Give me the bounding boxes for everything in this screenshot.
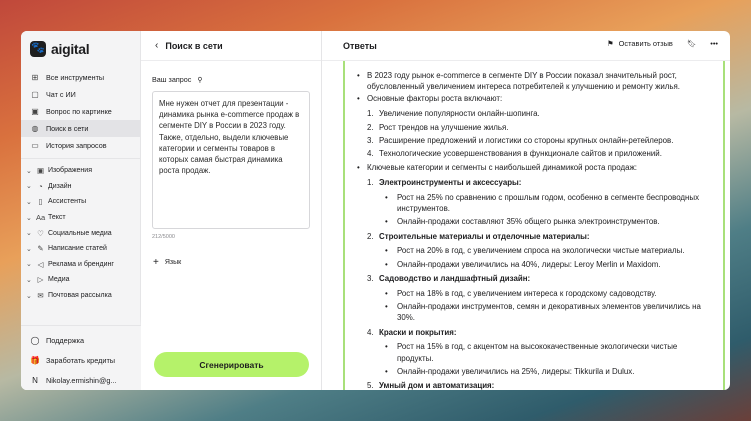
bookmark-icon[interactable]: 🔖︎ — [686, 39, 697, 48]
answers-panel — [322, 31, 730, 390]
list-item: 4. Краски и покрытия: • Рост на 15% в год, с акцентом на высококачественные экологически чистые продукты. • Онлайн-продажи увеличились на 25%, лидеры: Tikkurila и Dulux. — [367, 327, 713, 378]
app-window — [21, 31, 730, 390]
group-articles[interactable] — [21, 241, 140, 257]
answer-text: Расширение предложений и логистики со стороны крупных онлайн-ретейлеров. — [379, 136, 674, 146]
logo[interactable] — [21, 31, 140, 65]
list-item: 1. Увеличение популярности онлайн-шопинга. — [367, 109, 540, 119]
answer-text: Ключевые категории и сегменты с наибольшей динамикой роста продаж: — [367, 162, 637, 172]
avatar: N — [32, 375, 38, 385]
list-item — [355, 162, 713, 390]
group-label: Написание статей — [48, 245, 107, 253]
list-item: 2. Строительные материалы и отделочные материалы: • Рост на 20% в год, с увеличением спроса на экологически чистые материалы. • Онлайн-продажи увеличились на 40%, лидеры: Leroy Merlin и Maxidom. — [367, 231, 713, 270]
grid-icon: ⊞ — [31, 73, 39, 82]
pin-icon[interactable]: ⚲ — [197, 75, 203, 84]
earn-credits-label: Заработать кредиты — [46, 355, 116, 365]
group-label: Дизайн — [48, 182, 72, 190]
answer-text: Увеличение популярности онлайн-шопинга. — [379, 109, 540, 119]
page-title: Поиск в сети — [165, 40, 223, 51]
list-item — [379, 288, 713, 299]
answers-title: Ответы — [343, 40, 377, 51]
sidebar-item-history[interactable] — [21, 137, 140, 154]
plus-icon: + — [153, 257, 159, 268]
user-email: Nikolay.ermishin@g... — [46, 375, 117, 385]
chevron-down-icon: ⌄ — [26, 198, 32, 206]
query-panel-header — [141, 31, 321, 61]
group-label: Медиа — [48, 276, 70, 284]
category-title: Электроинструменты и аксессуары: — [379, 178, 522, 188]
category-title: Краски и покрытия: — [379, 327, 457, 337]
list-item: 1. Электроинструменты и аксессуары: • Рост на 25% по сравнению с прошлым годом, особенно в сегменте беспроводных инструментов. • Онлайн-продажи составляют 35% общего рынка электроинструментов. — [367, 177, 713, 228]
list-item — [355, 93, 713, 160]
answer-text: Технологические усовершенствования в функционале сайтов и приложений. — [379, 149, 662, 159]
list-item — [379, 366, 713, 377]
list-item: 3. Расширение предложений и логистики со стороны крупных онлайн-ретейлеров. — [367, 136, 674, 146]
group-social-media[interactable] — [21, 225, 140, 241]
sidebar-item-label: Чат с ИИ — [46, 90, 76, 99]
sidebar-item-image-question[interactable] — [21, 103, 140, 120]
group-label: Изображения — [48, 167, 92, 175]
support-label: Поддержка — [46, 335, 85, 345]
sidebar-item-label: История запросов — [46, 141, 107, 150]
chevron-down-icon: ⌄ — [26, 230, 32, 238]
assistant-icon: ▯ — [38, 197, 43, 207]
category-groups — [21, 158, 140, 303]
chevron-down-icon: ⌄ — [26, 276, 32, 284]
answer-text: Онлайн-продажи инструментов, семян и декоративных элементов увеличились на 30%. — [397, 301, 701, 323]
list-item — [379, 301, 713, 324]
sidebar-item-ai-chat[interactable] — [21, 86, 140, 103]
earn-credits-link[interactable] — [21, 350, 141, 370]
group-advertising[interactable] — [21, 257, 140, 273]
heart-icon: ♡ — [37, 228, 44, 238]
list-item: 3. Садоводство и ландшафтный дизайн: • Рост на 18% в год, с увеличением интереса к городскому садоводству. • Онлайн-продажи инструментов, семян и декоративных элементов увеличились на 30%. — [367, 273, 713, 324]
feedback-button[interactable] — [607, 39, 673, 48]
logo-paw-icon: 🐾 — [30, 41, 46, 57]
list-item — [355, 70, 713, 93]
category-title: Садоводство и ландшафтный дизайн: — [379, 274, 531, 284]
chevron-down-icon: ⌄ — [26, 261, 32, 269]
main-nav — [21, 69, 140, 154]
sidebar-item-label: Вопрос по картинке — [46, 107, 112, 116]
group-media[interactable] — [21, 272, 140, 288]
answer-text: Онлайн-продажи увеличились на 25%, лидеры: Tikkurila и Dulux. — [397, 366, 635, 376]
answer-text: В 2023 году рынок e-commerce в сегменте DIY в России показал значительный рост, обусловленный увеличением интереса потребителей к улучшению и ремонту жилья. — [367, 71, 680, 92]
answer-text: Основные факторы роста включают: — [367, 93, 503, 103]
chat-icon: ▢ — [31, 90, 39, 99]
group-design[interactable] — [21, 179, 140, 195]
image-icon: ▣ — [36, 166, 45, 176]
gift-icon: 🎁 — [30, 355, 40, 365]
category-title: Строительные материалы и отделочные материалы: — [379, 231, 590, 241]
language-label: Язык — [164, 259, 182, 266]
chevron-down-icon: ⌄ — [26, 183, 32, 191]
sidebar-item-label: Все инструменты — [46, 73, 105, 82]
group-images[interactable] — [21, 163, 140, 179]
more-icon[interactable]: ••• — [710, 39, 718, 48]
help-circle-icon: ◯ — [30, 335, 40, 345]
answer-text: Онлайн-продажи увеличились на 40%, лидеры: Leroy Merlin и Maxidom. — [397, 259, 661, 269]
back-chevron-icon[interactable]: ‹ — [155, 40, 159, 51]
chevron-down-icon: ⌄ — [26, 167, 32, 175]
answer-text: Рост на 18% в год, с увеличением интереса к городскому садоводству. — [397, 288, 657, 298]
query-panel — [141, 31, 322, 390]
group-assistants[interactable] — [21, 194, 140, 210]
list-item: 4. Технологические усовершенствования в функционале сайтов и приложений. — [367, 149, 662, 159]
support-link[interactable] — [21, 330, 141, 350]
answer-content — [343, 61, 725, 390]
text-icon: Aa — [36, 213, 46, 223]
group-label: Реклама и брендинг — [48, 260, 114, 268]
category-title: Умный дом и автоматизация: — [379, 381, 495, 390]
generate-button[interactable]: Сгенерировать — [154, 352, 309, 377]
sidebar-footer — [21, 325, 141, 390]
list-item: 2. Рост трендов на улучшение жилья. — [367, 122, 509, 132]
logo-text: aigital — [51, 40, 90, 57]
add-language-button[interactable] — [153, 257, 181, 268]
answer-text: Рост трендов на улучшение жилья. — [379, 122, 509, 132]
list-item — [379, 192, 713, 215]
char-counter: 212/5000 — [152, 234, 175, 240]
chevron-down-icon: ⌄ — [26, 214, 32, 222]
group-label: Текст — [48, 214, 66, 222]
answers-actions — [607, 39, 718, 48]
globe-icon: ◍ — [31, 124, 39, 133]
palette-icon: ◔ — [38, 181, 43, 191]
group-label: Почтовая рассылка — [48, 292, 112, 300]
user-account[interactable] — [21, 370, 141, 390]
answer-text: Онлайн-продажи составляют 35% общего рынка электроинструментов. — [397, 217, 660, 227]
list-item — [379, 245, 713, 256]
chevron-down-icon: ⌄ — [26, 292, 32, 300]
answer-text: Рост на 20% в год, с увеличением спроса на экологически чистые материалы. — [397, 246, 685, 256]
sidebar-item-web-search[interactable] — [21, 120, 140, 137]
image-icon: ▣ — [31, 107, 39, 116]
group-text[interactable] — [21, 210, 140, 226]
list-item — [379, 259, 713, 270]
group-label: Социальные медиа — [48, 229, 112, 237]
megaphone-icon: ◁ — [37, 259, 44, 269]
flag-icon: ⚑ — [607, 39, 614, 48]
feedback-label: Оставить отзыв — [618, 39, 673, 48]
query-label: Ваш запрос — [152, 75, 192, 84]
group-label: Ассистенты — [48, 198, 87, 206]
sidebar — [21, 31, 141, 390]
chevron-down-icon: ⌄ — [26, 245, 32, 253]
query-textarea[interactable]: Мне нужен отчет для презентации - динамика рынка e-commerce продаж в сегменте DIY в России в 2023 году. Также, отдельно, выдели ключевые категории и сегменты товаров в которых самая быстрая динамика роста продаж. — [152, 91, 310, 229]
answer-text: Рост на 25% по сравнению с прошлым годом, особенно в сегменте беспроводных инструментов. — [397, 192, 700, 214]
history-icon: ▭ — [31, 141, 39, 150]
list-item — [379, 216, 713, 227]
list-item — [379, 341, 713, 364]
play-icon: ▷ — [37, 275, 44, 285]
sidebar-item-label: Поиск в сети — [46, 124, 89, 133]
answer-text: Рост на 15% в год, с акцентом на высококачественные экологически чистые продукты. — [397, 342, 678, 363]
query-label-row — [152, 75, 203, 84]
sidebar-item-all-tools[interactable] — [21, 69, 140, 86]
edit-icon: ✎ — [37, 244, 44, 254]
mail-icon: ✉ — [37, 291, 44, 301]
list-item: 5. Умный дом и автоматизация: — [367, 381, 495, 390]
group-mailing[interactable] — [21, 288, 140, 304]
